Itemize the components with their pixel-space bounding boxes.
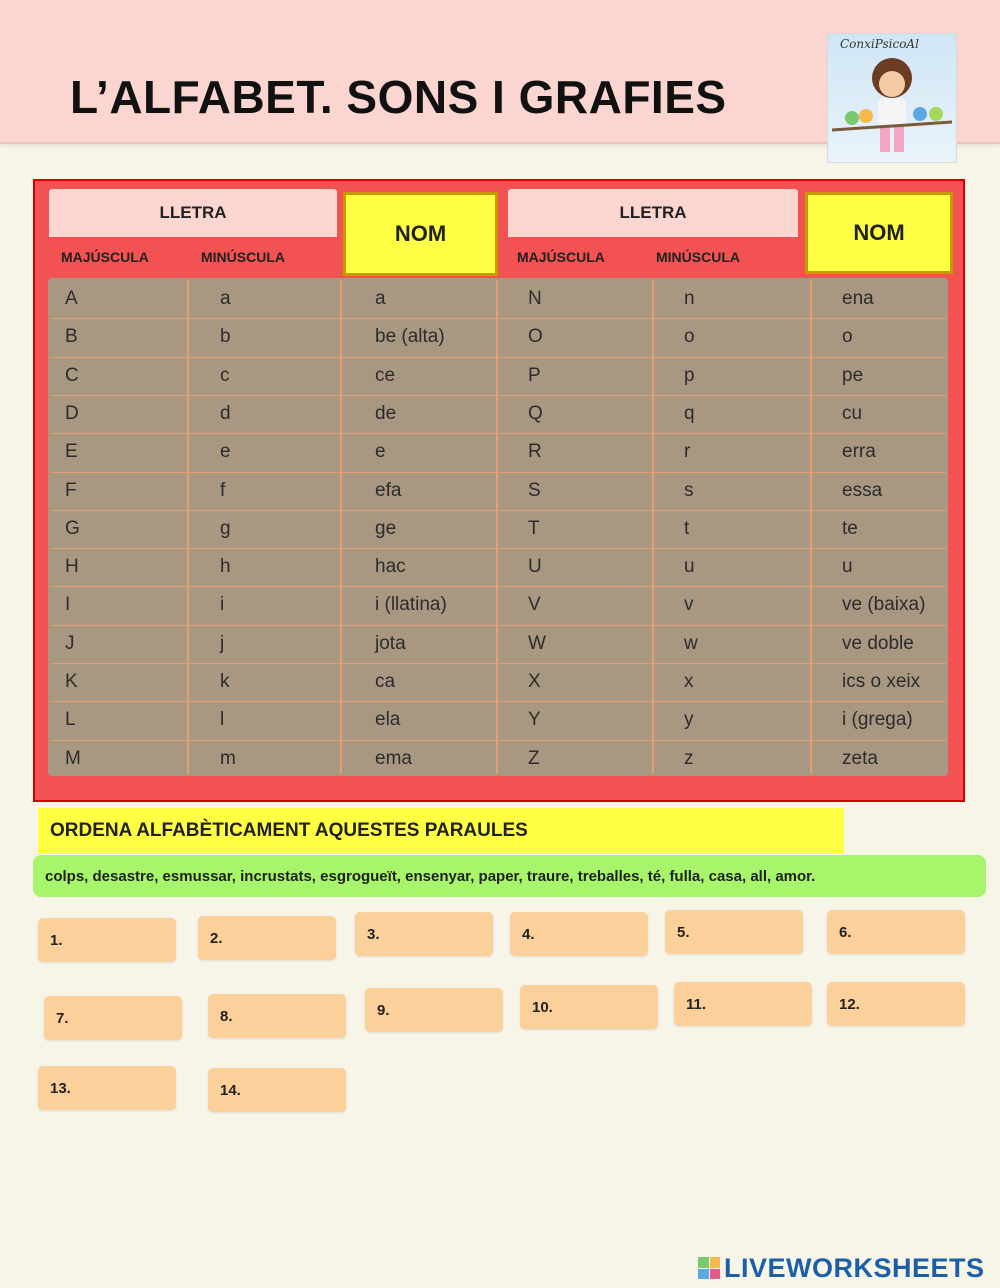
alphabet-upper-cell: N	[528, 288, 542, 309]
alphabet-lower-cell: b	[220, 326, 231, 348]
alphabet-name-cell: jota	[375, 632, 406, 654]
answer-box-6[interactable]: 6.	[827, 910, 965, 954]
alphabet-upper-cell: L	[65, 709, 76, 731]
alphabet-name-cell: ema	[375, 747, 412, 769]
alphabet-name-cell: i (grega)	[842, 709, 913, 731]
upper-header-right: MAJÚSCULA	[505, 237, 641, 277]
alphabet-upper-cell: C	[65, 364, 79, 386]
word-list: colps, desastre, esmussar, incrustats, esgrogueït, ensenyar, paper, traure, treballes, té, fulla, casa, all, amor.	[33, 855, 986, 897]
grid-row-line	[50, 472, 946, 473]
answer-box-8[interactable]: 8.	[208, 994, 346, 1038]
alphabet-upper-cell: J	[65, 632, 75, 654]
alphabet-lower-cell: m	[220, 747, 236, 769]
grid-row-line	[50, 433, 946, 434]
grid-row-line	[50, 701, 946, 702]
alphabet-upper-cell: W	[528, 632, 546, 654]
liveworksheets-logo-icon	[698, 1257, 720, 1279]
alphabet-upper-cell: O	[528, 326, 543, 348]
answer-box-5[interactable]: 5.	[665, 910, 803, 954]
answer-box-12[interactable]: 12.	[827, 982, 965, 1026]
page-header	[0, 0, 1000, 144]
alphabet-lower-cell: k	[220, 671, 230, 692]
alphabet-upper-cell: V	[528, 594, 541, 616]
alphabet-name-cell: o	[842, 326, 853, 348]
alphabet-lower-cell: r	[684, 441, 691, 463]
grid-column-line	[652, 280, 654, 774]
letter-header-right: LLETRA	[508, 189, 798, 237]
task-title: ORDENA ALFABÈTICAMENT AQUESTES PARAULES	[38, 808, 844, 854]
alphabet-upper-cell: A	[65, 288, 78, 309]
grid-row-line	[50, 510, 946, 511]
answer-box-1[interactable]: 1.	[38, 918, 176, 962]
grid-row-line	[50, 357, 946, 358]
lower-header-right: MINÚSCULA	[644, 237, 802, 277]
alphabet-name-cell: ge	[375, 517, 397, 539]
alphabet-upper-cell: B	[65, 326, 78, 348]
alphabet-lower-cell: f	[220, 479, 226, 501]
alphabet-lower-cell: s	[684, 479, 694, 501]
alphabet-lower-cell: z	[684, 747, 694, 769]
grid-column-line	[340, 280, 342, 774]
alphabet-lower-cell: p	[684, 364, 695, 386]
name-header-left: NOM	[343, 192, 498, 276]
avatar-signature: ConxiPsicoAl	[840, 37, 919, 51]
answer-box-11[interactable]: 11.	[674, 982, 812, 1026]
alphabet-name-cell: efa	[375, 479, 402, 501]
alphabet-name-cell: erra	[842, 441, 876, 463]
alphabet-lower-cell: t	[684, 517, 690, 539]
alphabet-name-cell: ca	[375, 671, 396, 692]
alphabet-lower-cell: o	[684, 326, 695, 348]
answer-box-10[interactable]: 10.	[520, 985, 658, 1029]
alphabet-lower-cell: g	[220, 517, 231, 539]
alphabet-name-cell: te	[842, 517, 858, 539]
lower-header-left: MINÚSCULA	[189, 237, 337, 277]
alphabet-name-cell: ics o xeix	[842, 671, 921, 692]
brand-name: LIVEWORKSHEETS	[724, 1252, 985, 1283]
grid-row-line	[50, 395, 946, 396]
alphabet-lower-cell: c	[220, 364, 230, 386]
avatar-illustration-icon	[828, 34, 956, 162]
alphabet-lower-cell: w	[684, 632, 698, 654]
alphabet-upper-cell: F	[65, 479, 77, 501]
grid-row-line	[50, 663, 946, 664]
alphabet-upper-cell: U	[528, 556, 542, 578]
alphabet-upper-cell: H	[65, 556, 79, 578]
alphabet-lower-cell: j	[220, 632, 225, 654]
alphabet-name-cell: hac	[375, 556, 406, 578]
answer-box-13[interactable]: 13.	[38, 1066, 176, 1110]
alphabet-lower-cell: l	[220, 709, 225, 731]
alphabet-name-cell: essa	[842, 479, 883, 501]
alphabet-upper-cell: T	[528, 517, 540, 539]
alphabet-upper-cell: I	[65, 594, 71, 616]
alphabet-name-cell: ve (baixa)	[842, 594, 926, 616]
answer-box-14[interactable]: 14.	[208, 1068, 346, 1112]
brand	[698, 1252, 985, 1284]
alphabet-lower-cell: q	[684, 402, 695, 424]
alphabet-lower-cell: u	[684, 556, 695, 578]
alphabet-upper-cell: S	[528, 479, 541, 501]
alphabet-upper-cell: Q	[528, 402, 543, 424]
grid-column-line	[810, 280, 812, 774]
page-title: L’ALFABET. SONS I GRAFIES	[70, 71, 727, 123]
alphabet-upper-cell: P	[528, 364, 541, 386]
alphabet-upper-cell: Y	[528, 709, 541, 731]
alphabet-name-cell: ce	[375, 364, 396, 386]
grid-column-line	[187, 280, 189, 774]
alphabet-upper-cell: G	[65, 517, 80, 539]
answer-box-3[interactable]: 3.	[355, 912, 493, 956]
letter-header-left: LLETRA	[49, 189, 337, 237]
alphabet-lower-cell: a	[220, 288, 231, 309]
alphabet-lower-cell: d	[220, 402, 231, 424]
alphabet-upper-cell: M	[65, 747, 81, 769]
grid-row-line	[50, 740, 946, 741]
upper-header-left: MAJÚSCULA	[49, 237, 187, 277]
grid-column-line	[496, 280, 498, 774]
alphabet-name-cell: a	[375, 288, 386, 309]
alphabet-lower-cell: e	[220, 441, 231, 463]
name-header-right: NOM	[805, 192, 953, 274]
alphabet-upper-cell: R	[528, 441, 542, 463]
alphabet-name-cell: zeta	[842, 747, 878, 769]
alphabet-upper-cell: X	[528, 671, 541, 692]
answer-box-2[interactable]: 2.	[198, 916, 336, 960]
avatar	[827, 33, 957, 163]
grid-row-line	[50, 548, 946, 549]
alphabet-name-cell: cu	[842, 402, 863, 424]
grid-row-line	[50, 625, 946, 626]
alphabet-name-cell: e	[375, 441, 386, 463]
alphabet-upper-cell: Z	[528, 747, 540, 769]
alphabet-name-cell: ena	[842, 288, 874, 309]
alphabet-name-cell: ela	[375, 709, 401, 731]
grid-row-line	[50, 586, 946, 587]
alphabet-lower-cell: y	[684, 709, 694, 731]
alphabet-lower-cell: n	[684, 288, 695, 309]
alphabet-upper-cell: D	[65, 402, 79, 424]
alphabet-lower-cell: x	[684, 671, 694, 692]
answer-box-7[interactable]: 7.	[44, 996, 182, 1040]
grid-row-line	[50, 318, 946, 319]
alphabet-name-cell: ve doble	[842, 632, 914, 654]
alphabet-lower-cell: h	[220, 556, 231, 578]
alphabet-name-cell: u	[842, 556, 853, 578]
alphabet-name-cell: de	[375, 402, 397, 424]
alphabet-lower-cell: i	[220, 594, 225, 616]
alphabet-lower-cell: v	[684, 594, 694, 616]
alphabet-name-cell: pe	[842, 364, 864, 386]
answer-box-4[interactable]: 4.	[510, 912, 648, 956]
alphabet-name-cell: be (alta)	[375, 326, 445, 348]
alphabet-name-cell: i (llatina)	[375, 594, 447, 616]
alphabet-upper-cell: E	[65, 441, 78, 463]
answer-box-9[interactable]: 9.	[365, 988, 503, 1032]
alphabet-upper-cell: K	[65, 671, 78, 692]
